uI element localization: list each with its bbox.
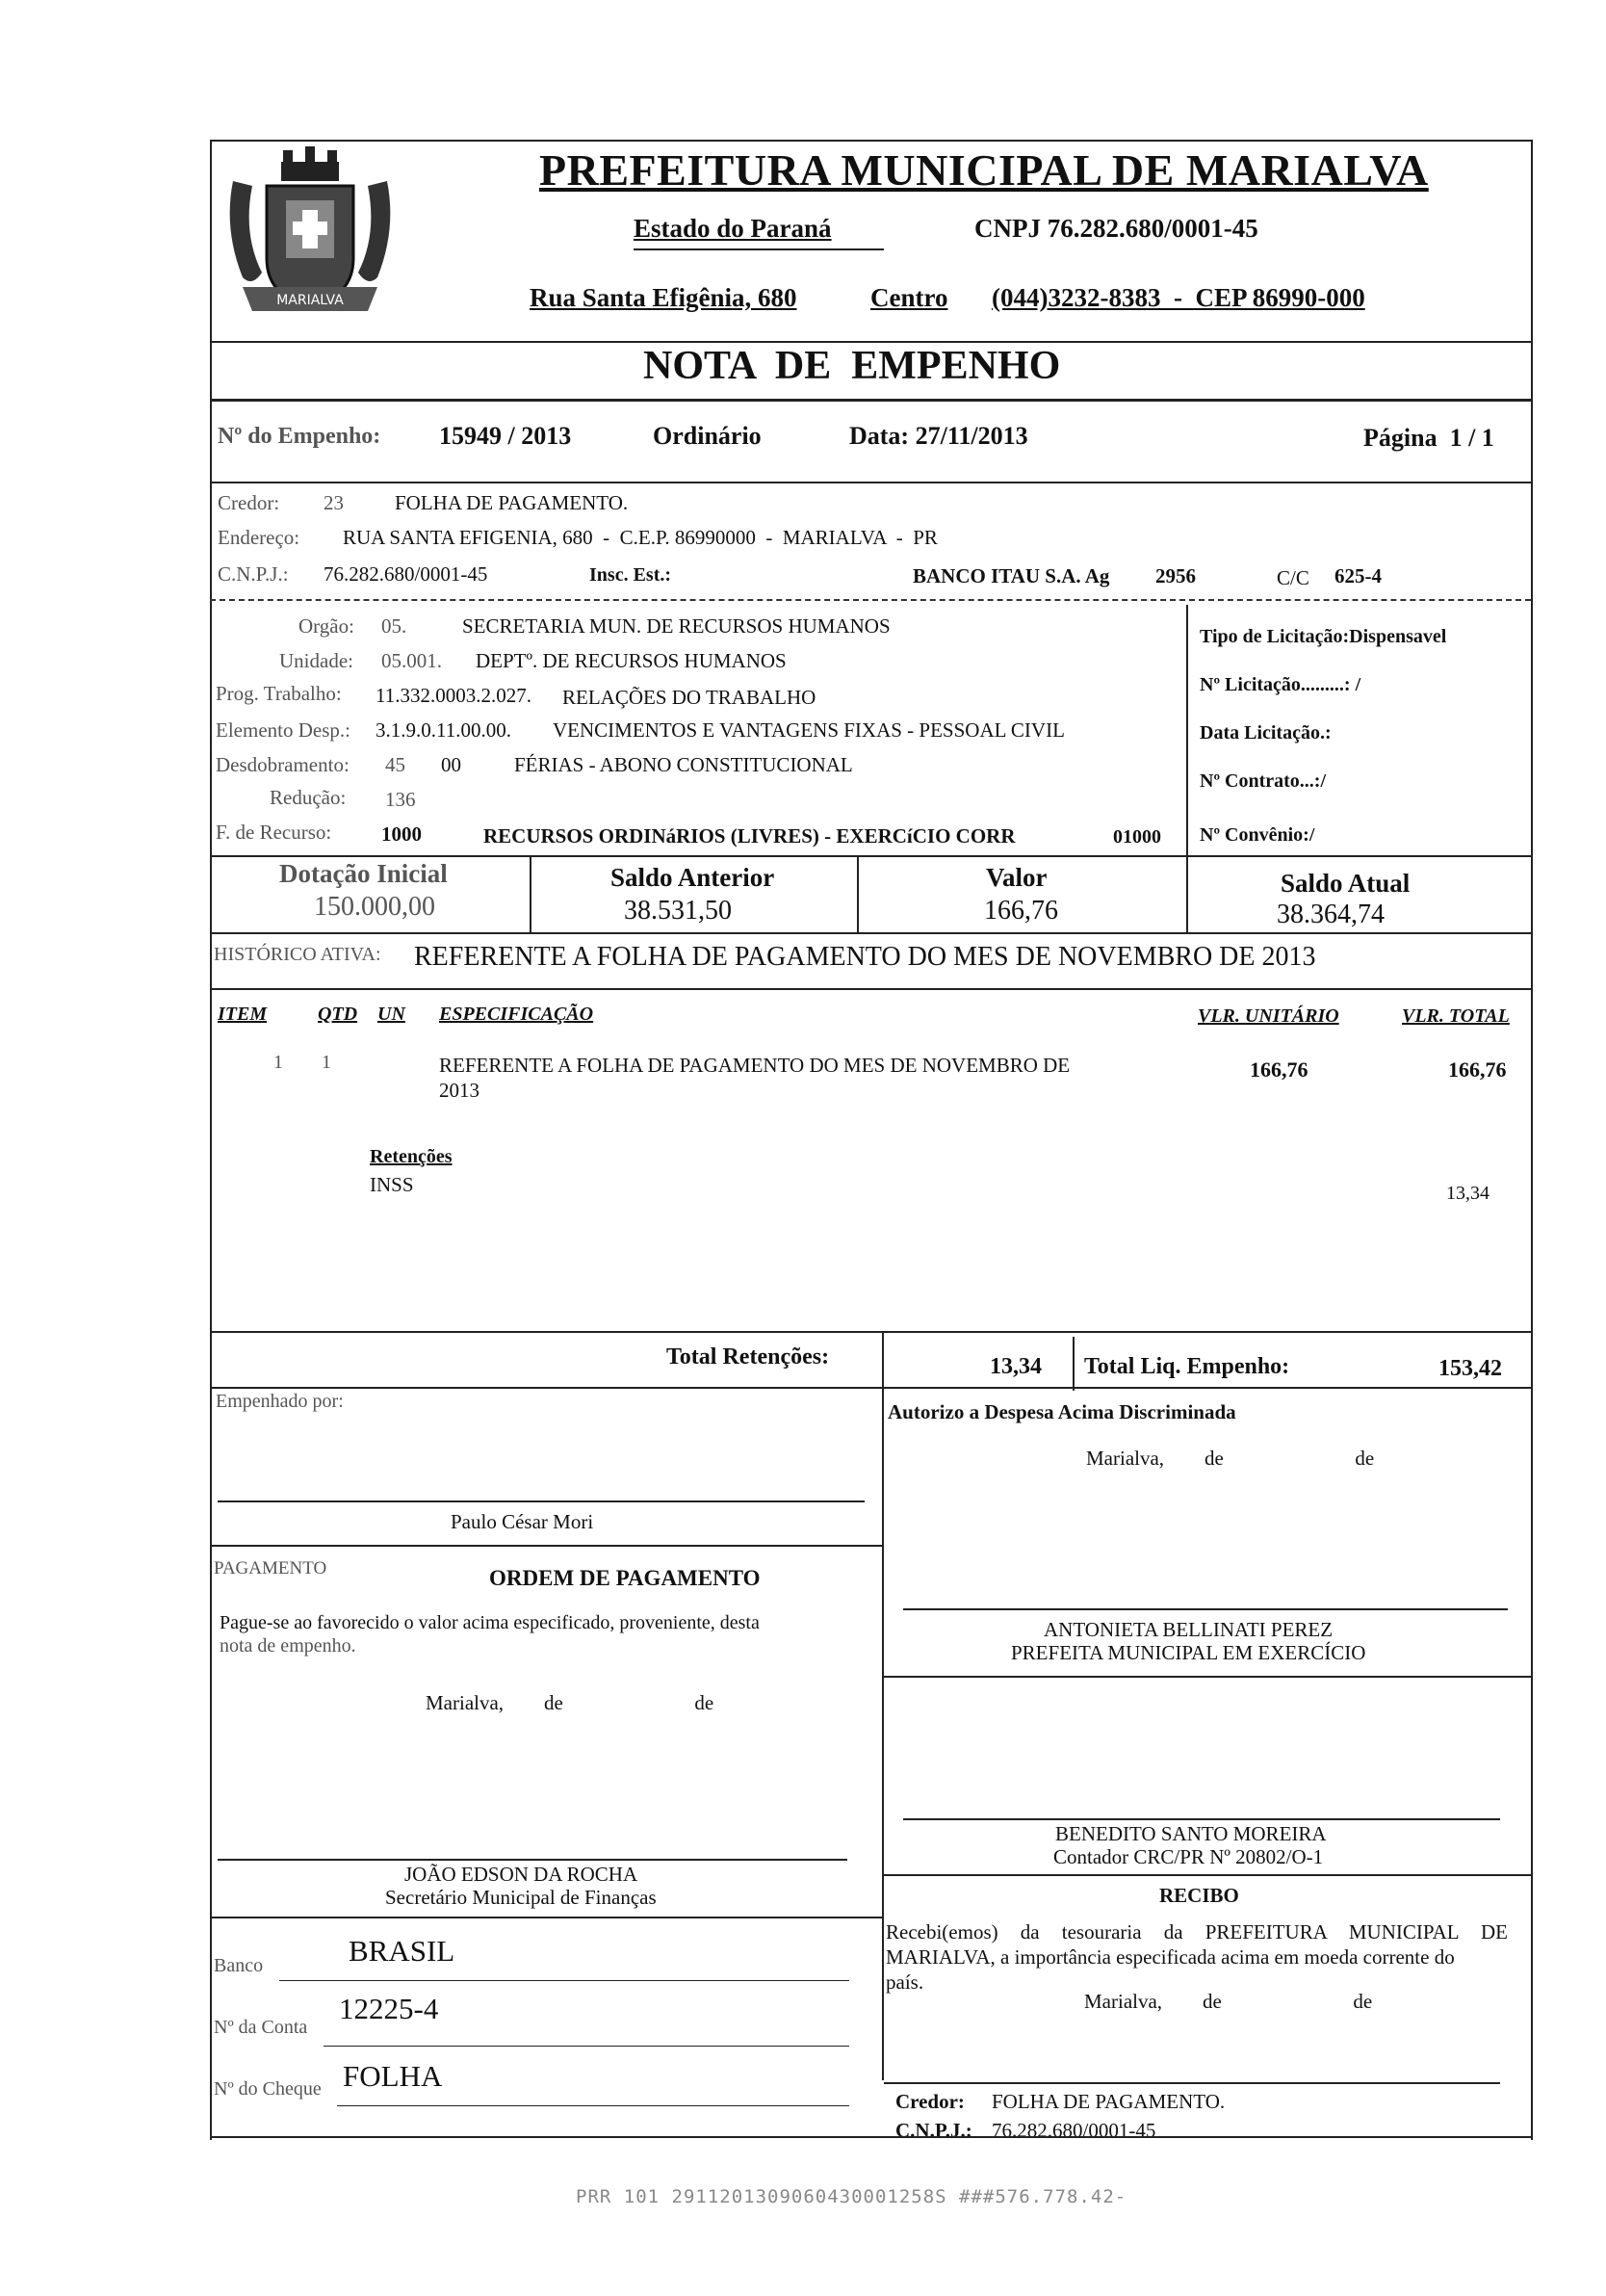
col-header-vlr-unitario: VLR. UNITÁRIO bbox=[1198, 1005, 1339, 1027]
divider bbox=[634, 248, 884, 250]
orgao-name: SECRETARIA MUN. DE RECURSOS HUMANOS bbox=[462, 614, 891, 638]
recibo-credor-value: FOLHA DE PAGAMENTO. bbox=[992, 2090, 1226, 2113]
empenhado-name: Paulo César Mori bbox=[451, 1510, 594, 1533]
recibo-text-2: MARIALVA, a importância especificada acima em moeda corrente do bbox=[886, 1945, 1455, 1969]
numero-contrato: Nº Contrato...:/ bbox=[1200, 770, 1327, 792]
unidade-label: Unidade: bbox=[279, 649, 353, 672]
divider bbox=[210, 2136, 1531, 2138]
desdobramento-name: FÉRIAS - ABONO CONSTITUCIONAL bbox=[514, 753, 853, 776]
row-desc-line1: REFERENTE A FOLHA DE PAGAMENTO DO MES DE NOVEMBRO DE bbox=[439, 1054, 1071, 1077]
phone-cep-label: (044)3232-8383 - CEP 86990-000 bbox=[992, 283, 1365, 312]
coat-of-arms-icon bbox=[214, 143, 406, 326]
elemento-label: Elemento Desp.: bbox=[216, 718, 350, 742]
empenho-number: 15949 / 2013 bbox=[439, 422, 572, 450]
endereco-label: Endereço: bbox=[218, 526, 300, 549]
divider bbox=[1186, 605, 1188, 857]
retencao-value: 13,34 bbox=[1446, 1183, 1489, 1204]
endereco-value: RUA SANTA EFIGENIA, 680 - C.E.P. 86990000 - MARIALVA - PR bbox=[343, 526, 938, 549]
divider bbox=[210, 482, 1531, 483]
prog-label: Prog. Trabalho: bbox=[216, 682, 342, 705]
tipo-licitacao bbox=[1200, 626, 1446, 648]
prog-name: RELAÇÕES DO TRABALHO bbox=[562, 686, 816, 709]
page-number: Página 1 / 1 bbox=[1363, 424, 1494, 452]
divider bbox=[882, 1387, 884, 2080]
conta-value: 12225-4 bbox=[339, 1992, 439, 2025]
fonte-code: 1000 bbox=[381, 822, 422, 846]
signature-line bbox=[218, 1500, 865, 1502]
numero-licitacao: Nº Licitação.........: / bbox=[1200, 674, 1361, 695]
dotacao-inicial-value: 150.000,00 bbox=[314, 892, 435, 922]
recibo-credor-label: Credor: bbox=[895, 2090, 965, 2113]
autorizo-date: Marialva, de de bbox=[1086, 1447, 1375, 1470]
secretario-name: JOÃO EDSON DA ROCHA bbox=[404, 1863, 638, 1886]
ordem-text-2: nota de empenho. bbox=[220, 1635, 356, 1657]
banco-field-value: BRASIL bbox=[349, 1934, 455, 1968]
fonte-label: F. de Recurso: bbox=[216, 821, 332, 844]
total-liquido-label: Total Liq. Empenho: bbox=[1084, 1354, 1290, 1379]
historico-label: HISTÓRICO ATIVA: bbox=[214, 944, 381, 965]
signature-line bbox=[218, 1859, 847, 1861]
orgao-label: Orgão: bbox=[298, 614, 354, 638]
insc-label: Insc. Est.: bbox=[589, 564, 672, 586]
cc-value: 625-4 bbox=[1334, 564, 1382, 587]
recibo-title: RECIBO bbox=[1159, 1884, 1239, 1907]
conta-label: Nº da Conta bbox=[214, 2017, 308, 2038]
col-header-vlr-total: VLR. TOTAL bbox=[1402, 1005, 1510, 1027]
divider bbox=[210, 599, 1531, 601]
divider bbox=[210, 1917, 882, 1918]
ordem-text-1: Pague-se ao favorecido o valor acima especificado, proveniente, desta bbox=[220, 1612, 760, 1633]
col-header-qtd: QTD bbox=[318, 1004, 358, 1025]
signature-line bbox=[903, 1608, 1508, 1610]
divider bbox=[210, 399, 1531, 402]
empenhado-label: Empenhado por: bbox=[216, 1391, 344, 1412]
prog-code: 11.332.0003.2.027. bbox=[376, 684, 531, 707]
divider bbox=[882, 1874, 1531, 1876]
divider bbox=[882, 1676, 1531, 1678]
total-retencoes-value: 13,34 bbox=[990, 1354, 1042, 1379]
desdobramento-sub: 00 bbox=[441, 753, 461, 776]
agencia-value: 2956 bbox=[1155, 564, 1196, 587]
cnpj-value: 76.282.680/0001-45 bbox=[324, 562, 488, 586]
divider bbox=[210, 1331, 1531, 1333]
data-licitacao: Data Licitação.: bbox=[1200, 722, 1332, 744]
contador-role: Contador CRC/PR Nº 20802/O-1 bbox=[1053, 1845, 1324, 1868]
row-qtd: 1 bbox=[322, 1052, 331, 1073]
recibo-cnpj-label: C.N.P.J.: bbox=[895, 2119, 972, 2142]
field-line bbox=[279, 1980, 849, 1981]
row-desc-line2: 2013 bbox=[439, 1079, 479, 1102]
empenho-label: Nº do Empenho: bbox=[218, 424, 381, 449]
row-item: 1 bbox=[273, 1052, 283, 1073]
recibo-cnpj-value: 76.282.680/0001-45 bbox=[992, 2119, 1156, 2142]
divider bbox=[1073, 1337, 1075, 1391]
credor-label: Credor: bbox=[218, 491, 280, 514]
retencoes-title: Retenções bbox=[370, 1146, 453, 1167]
unidade-name: DEPTº. DE RECURSOS HUMANOS bbox=[476, 649, 787, 672]
col-header-item: ITEM bbox=[218, 1004, 268, 1025]
recibo-text-3: país. bbox=[886, 1970, 924, 1994]
footer-stamp: PRR 101 2911201309060430001258S ###576.778.42- bbox=[576, 2186, 1127, 2207]
elemento-code: 3.1.9.0.11.00.00. bbox=[376, 718, 511, 742]
divider bbox=[210, 1545, 882, 1547]
empenho-type: Ordinário bbox=[653, 422, 762, 450]
cheque-value: FOLHA bbox=[343, 2059, 443, 2093]
district-label: Centro bbox=[870, 283, 948, 312]
prefeita-name: ANTONIETA BELLINATI PEREZ bbox=[1044, 1618, 1334, 1641]
tipo-licitacao-text: Tipo de Licitação:Dispensavel bbox=[1200, 626, 1447, 647]
cheque-label: Nº do Cheque bbox=[214, 2078, 322, 2100]
ordem-pagamento-title: ORDEM DE PAGAMENTO bbox=[489, 1566, 761, 1590]
reducao-label: Redução: bbox=[270, 786, 347, 809]
desdobramento-code: 45 bbox=[385, 753, 405, 776]
banco-value: BANCO ITAU S.A. Ag bbox=[913, 564, 1110, 587]
row-unit: 166,76 bbox=[1250, 1057, 1308, 1082]
saldo-anterior-label: Saldo Anterior bbox=[610, 863, 775, 892]
fonte-num: 01000 bbox=[1113, 826, 1161, 848]
signature-line bbox=[884, 2082, 1500, 2084]
saldo-atual-value: 38.364,74 bbox=[1277, 900, 1385, 929]
field-line bbox=[324, 2046, 849, 2047]
elemento-name: VENCIMENTOS E VANTAGENS FIXAS - PESSOAL CIVIL bbox=[553, 718, 1065, 742]
prefeita-role: PREFEITA MUNICIPAL EM EXERCÍCIO bbox=[1011, 1641, 1366, 1664]
credor-code: 23 bbox=[324, 491, 344, 514]
divider bbox=[857, 855, 859, 934]
row-total: 166,76 bbox=[1448, 1057, 1507, 1082]
col-header-especificacao: ESPECIFICAÇÃO bbox=[439, 1004, 594, 1025]
divider bbox=[210, 855, 1531, 857]
cc-label: C/C bbox=[1277, 566, 1309, 589]
contador-name: BENEDITO SANTO MOREIRA bbox=[1055, 1822, 1327, 1845]
orgao-code: 05. bbox=[381, 614, 407, 638]
cnpj-label: C.N.P.J.: bbox=[218, 562, 289, 586]
recibo-text-1: Recebi(emos) da tesouraria da PREFEITURA MUNICIPAL DE bbox=[886, 1920, 1508, 1944]
total-liquido-value: 153,42 bbox=[1438, 1356, 1502, 1381]
desdobramento-label: Desdobramento: bbox=[216, 753, 350, 776]
divider bbox=[882, 1331, 884, 1391]
fonte-name: RECURSOS ORDINáRIOS (LIVRES) - EXERCíCIO CORR bbox=[483, 824, 1016, 848]
numero-convenio: Nº Convênio:/ bbox=[1200, 824, 1315, 846]
divider bbox=[1186, 855, 1188, 934]
field-line bbox=[337, 2105, 849, 2106]
autorizo-label: Autorizo a Despesa Acima Discriminada bbox=[888, 1400, 1236, 1423]
divider bbox=[210, 932, 1531, 934]
empenho-date: Data: 27/11/2013 bbox=[849, 422, 1028, 450]
state-label: Estado do Paraná bbox=[634, 214, 832, 243]
doc-title: NOTA DE EMPENHO bbox=[643, 344, 1061, 388]
pagamento-label: PAGAMENTO bbox=[214, 1558, 327, 1578]
page-title: PREFEITURA MUNICIPAL DE MARIALVA bbox=[539, 145, 1429, 195]
saldo-atual-label: Saldo Atual bbox=[1281, 869, 1411, 898]
signature-line bbox=[903, 1818, 1500, 1820]
saldo-anterior-value: 38.531,50 bbox=[624, 896, 732, 926]
credor-name: FOLHA DE PAGAMENTO. bbox=[395, 491, 629, 514]
unidade-code: 05.001. bbox=[381, 649, 442, 672]
col-header-un: UN bbox=[377, 1004, 405, 1025]
svg-text:MARIALVA: MARIALVA bbox=[276, 293, 344, 308]
divider bbox=[210, 1387, 1531, 1389]
retencao-name: INSS bbox=[370, 1173, 414, 1196]
reducao-code: 136 bbox=[385, 788, 416, 811]
divider bbox=[530, 855, 531, 934]
street-label: Rua Santa Efigênia, 680 bbox=[530, 283, 797, 312]
valor-value: 166,76 bbox=[984, 896, 1058, 926]
recibo-date: Marialva, de de bbox=[1084, 1990, 1373, 2013]
valor-label: Valor bbox=[986, 863, 1048, 892]
ordem-date: Marialva, de de bbox=[426, 1691, 714, 1714]
dotacao-inicial-label: Dotação Inicial bbox=[279, 859, 448, 888]
banco-label: Banco bbox=[214, 1955, 264, 1976]
cnpj-header: CNPJ 76.282.680/0001-45 bbox=[974, 214, 1258, 243]
total-retencoes-label: Total Retenções: bbox=[666, 1344, 830, 1370]
historico-text: REFERENTE A FOLHA DE PAGAMENTO DO MES DE NOVEMBRO DE 2013 bbox=[414, 942, 1316, 972]
divider bbox=[210, 988, 1531, 990]
secretario-role: Secretário Municipal de Finanças bbox=[385, 1886, 657, 1909]
